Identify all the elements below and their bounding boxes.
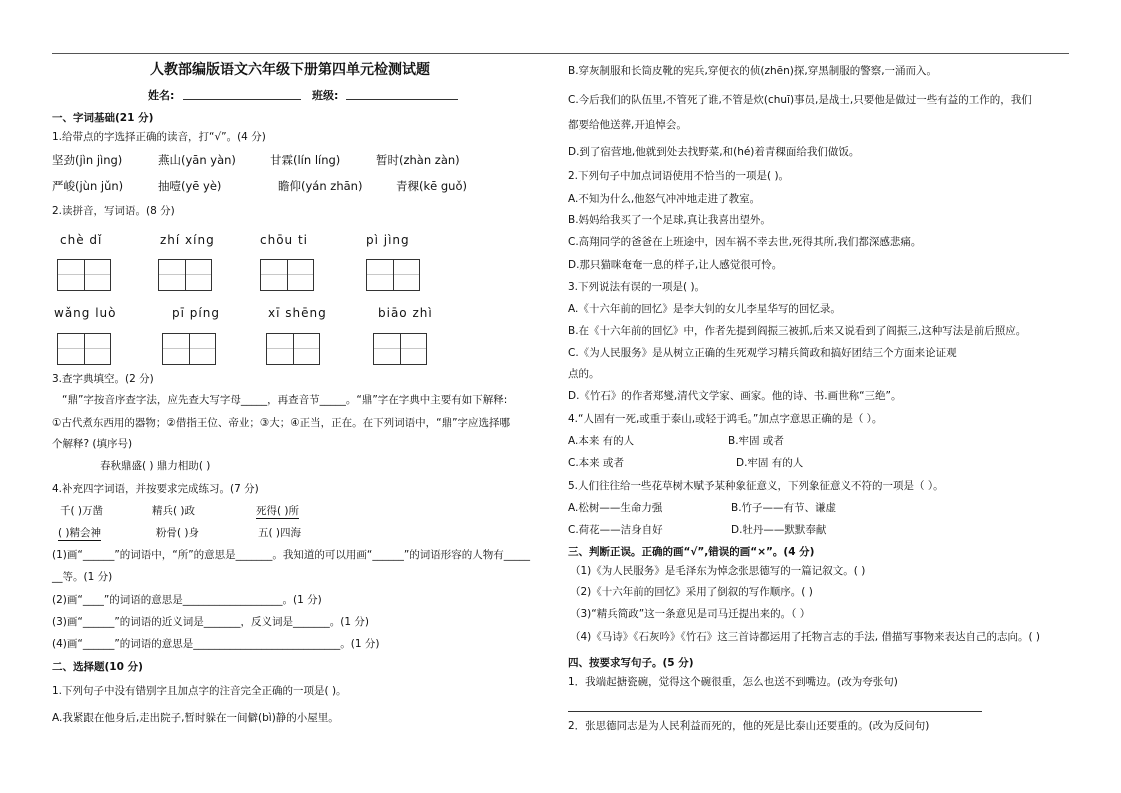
s2-q1-a: A.我紧跟在他身后,走出院子,暂时躲在一间僻(bì)静的小屋里。 [52, 712, 339, 724]
s2-q5-d: D.牡丹——默默奉献 [731, 524, 827, 536]
writing-grid[interactable] [162, 333, 216, 365]
s1-q4-1b: __等。(1 分) [52, 571, 113, 583]
s1-q1: 1.给带点的字选择正确的读音，打“√”。(4 分) [52, 131, 266, 143]
pinyin-label: chōu ti [260, 233, 309, 247]
s2-q3-a: A.《十六年前的回忆》是李大钊的女儿李星华写的回忆录。 [568, 303, 841, 315]
writing-grid[interactable] [366, 259, 420, 291]
s1-q3-words: 春秋鼎盛( ) 鼎力相助( ) [100, 460, 211, 472]
s2-q2-b: B.妈妈给我买了一个足球,真让我喜出望外。 [568, 214, 771, 226]
pinyin-label: zhí xíng [160, 233, 215, 247]
s2-q1-c: C.今后我们的队伍里,不管死了谁,不管是炊(chuī)事员,是战士,只要他是做过一些有益的工作的，我们 [568, 94, 1032, 106]
writing-grid[interactable] [57, 333, 111, 365]
pinyin-label: xī shēng [268, 306, 327, 320]
s3-q4: （4)《马诗》《石灰吟》《竹石》这三首诗都运用了托物言志的手法, 借描写事物来表达自己的志向。( ) [570, 631, 1040, 643]
s1-q4-4: (4)画“______”的词语的意思是____________________________。(1 分) [52, 638, 380, 650]
s1-q4-1: (1)画“______”的词语中，“所”的意思是_______。我知道的可以用画“______”的词语形容的人物有_____ [52, 549, 531, 561]
pinyin-label: wǎng luò [54, 306, 117, 320]
q1-item: 坚劲(jìn jìng) [52, 153, 123, 167]
section-1-heading: 一、字词基础(21 分) [52, 112, 154, 124]
writing-grid[interactable] [57, 259, 111, 291]
s2-q4-a: A.本来 有的人 [568, 435, 635, 447]
s2-q2-d: D.那只猫咪奄奄一息的样子,让人感觉很可怜。 [568, 259, 783, 271]
writing-grid[interactable] [266, 333, 320, 365]
name-label: 姓名: [148, 89, 175, 102]
section-3-heading: 三、判断正误。正确的画“√”,错误的画“×”。(4 分) [568, 546, 815, 558]
s4-q2: 2．张思德同志是为人民利益而死的，他的死是比泰山还要重的。(改为反问句) [568, 720, 930, 732]
q1-item: 甘霖(lín líng) [270, 153, 341, 167]
s1-q3-text: 个解释? (填序号) [52, 438, 133, 450]
s2-q5-c: C.荷花——洁身自好 [568, 524, 663, 536]
s1-q3: 3.查字典填空。(2 分) [52, 373, 154, 385]
s1-q2: 2.读拼音，写词语。(8 分) [52, 205, 175, 217]
idiom: 死得( )所 [256, 505, 300, 517]
writing-grid[interactable] [260, 259, 314, 291]
s2-q1-c: 都要给他送葬,开追悼会。 [568, 119, 687, 131]
s2-q3-c: C.《为人民服务》是从树立正确的生死观学习精兵简政和搞好团结三个方面来论证观 [568, 347, 957, 359]
s1-q4: 4.补充四字词语，并按要求完成练习。(7 分) [52, 483, 259, 495]
s3-q3: （3)“精兵简政”这一条意见是司马迁提出来的。（ ） [570, 608, 811, 620]
class-label: 班级: [312, 89, 339, 102]
idiom: 精兵( )政 [152, 505, 196, 517]
s2-q5-b: B.竹子——有节、谦虚 [731, 502, 837, 514]
s2-q2: 2.下列句子中加点词语使用不恰当的一项是( )。 [568, 170, 790, 182]
answer-line[interactable] [568, 711, 982, 712]
s2-q4: 4.“人固有一死,或重于泰山,或轻于鸿毛。”加点字意思正确的是（ ）。 [568, 413, 883, 425]
q1-item: 青稞(kē guǒ) [396, 179, 467, 193]
pinyin-label: biāo zhì [378, 306, 433, 320]
q1-item: 抽噎(yē yè) [158, 179, 222, 193]
idiom: 五( )四海 [258, 527, 302, 539]
s2-q2-c: C.高翔同学的爸爸在上班途中，因车祸不幸去世,死得其所,我们都深感悲痛。 [568, 236, 922, 248]
s3-q2: （2)《十六年前的回忆》采用了倒叙的写作顺序。( ) [570, 586, 813, 598]
q1-item: 瞻仰(yán zhān) [278, 179, 363, 193]
pinyin-label: pī píng [172, 306, 220, 320]
q1-item: 燕山(yān yàn) [158, 153, 236, 167]
name-field[interactable] [183, 99, 301, 100]
s2-q4-b: B.牢固 或者 [728, 435, 784, 447]
s1-q3-text: “鼎”字按音序查字法，应先查大写字母_____，再查音节_____。“鼎”字在字典中主要有如下解释: [62, 394, 508, 406]
s3-q1: （1)《为人民服务》是毛泽东为悼念张思德写的一篇记叙文。( ) [570, 565, 866, 577]
section-2-heading: 二、选择题(10 分) [52, 661, 143, 673]
pinyin-label: pì jìng [366, 233, 410, 247]
s1-q3-text: ①古代煮东西用的器物；②借指王位、帝业；③大；④正当，正在。在下列词语中，“鼎”字应选择哪 [52, 417, 511, 429]
s2-q3-c: 点的。 [568, 368, 600, 380]
s2-q5-a: A.松树——生命力强 [568, 502, 663, 514]
q1-item: 严峻(jùn jǔn) [52, 179, 124, 193]
idiom: 粉骨( )身 [156, 527, 200, 539]
exam-title: 人教部编版语文六年级下册第四单元检测试题 [150, 62, 430, 78]
s2-q4-c: C.本来 或者 [568, 457, 625, 469]
s2-q3-d: D.《竹石》的作者郑燮,清代文学家、画家。他的诗、书.画世称“三绝”。 [568, 390, 902, 402]
writing-grid[interactable] [373, 333, 427, 365]
idiom: ( )精会神 [58, 527, 102, 539]
s2-q3-b: B.在《十六年前的回忆》中，作者先提到阎振三被抓,后来又说看到了阎振三,这种写法是前后照应。 [568, 325, 1027, 337]
pinyin-label: chè dǐ [60, 233, 103, 247]
top-rule [52, 53, 1069, 54]
s2-q1: 1.下列句子中没有错别字且加点字的注音完全正确的一项是( )。 [52, 685, 347, 697]
s2-q2-a: A.不知为什么,他怒气冲冲地走进了教室。 [568, 193, 761, 205]
s2-q1-b: B.穿灰制服和长筒皮靴的宪兵,穿便衣的侦(zhēn)探,穿黑制服的警察,一涌而入。 [568, 65, 938, 77]
s2-q5: 5.人们往往给一些花草树木赋予某种象征意义，下列象征意义不符的一项是（ ）。 [568, 480, 944, 492]
writing-grid[interactable] [158, 259, 212, 291]
q1-item: 暂时(zhàn zàn) [376, 153, 460, 167]
s1-q4-2: (2)画“____”的词语的意思是___________________。(1 分) [52, 594, 322, 606]
s2-q3: 3.下列说法有误的一项是( )。 [568, 281, 706, 293]
class-field[interactable] [346, 99, 458, 100]
s1-q4-3: (3)画“______”的词语的近义词是_______，反义词是_______。(1 分) [52, 616, 369, 628]
idiom: 千( )万凿 [60, 505, 104, 517]
s2-q1-d: D.到了宿营地,他就到处去找野菜,和(hé)着青稞面给我们做饭。 [568, 146, 860, 158]
section-4-heading: 四、按要求写句子。(5 分) [568, 657, 694, 669]
s4-q1: 1．我端起搪瓷碗，觉得这个碗很重，怎么也送不到嘴边。(改为夸张句) [568, 676, 898, 688]
s2-q4-d: D.牢固 有的人 [736, 457, 804, 469]
